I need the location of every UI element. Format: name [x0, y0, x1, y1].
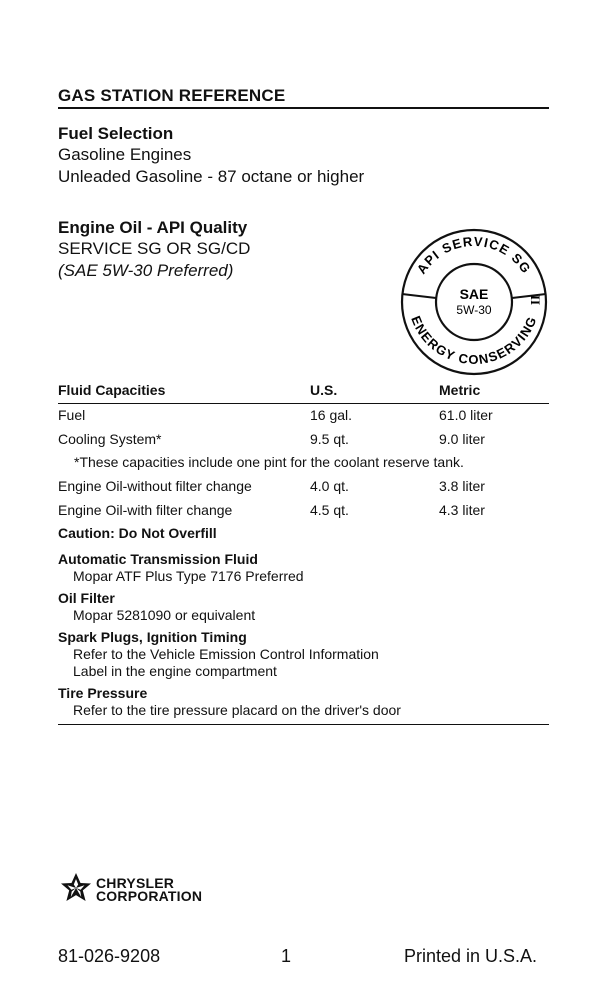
section-line: Refer to the tire pressure placard on the driver's door	[73, 702, 401, 719]
row-metric-value: 61.0 liter	[439, 407, 493, 423]
capacity-footnote: *These capacities include one pint for the coolant reserve tank.	[74, 454, 464, 471]
table-row	[58, 475, 549, 499]
table-header-row	[58, 382, 549, 402]
seal-center-sae: SAE	[459, 286, 489, 302]
logo-line-2: CORPORATION	[96, 887, 203, 904]
page-title: GAS STATION REFERENCE	[58, 86, 286, 105]
api-service-seal	[394, 222, 554, 382]
page-number: 1	[281, 946, 292, 966]
pentastar-icon	[60, 872, 92, 907]
row-us-value: 4.0 qt.	[310, 478, 349, 495]
row-us-value: 4.5 qt.	[310, 501, 349, 518]
row-us-value: 9.5 qt.	[310, 430, 349, 447]
col-header-fluid: Fluid Capacities	[58, 382, 166, 398]
engine-oil-title: Engine Oil - API Quality	[58, 218, 248, 237]
section-title: Spark Plugs, Ignition Timing	[58, 629, 247, 646]
row-fluid-name: Cooling System*	[58, 430, 162, 447]
fuel-selection-title: Fuel Selection	[58, 124, 174, 143]
fuel-line-engines: Gasoline Engines	[58, 145, 192, 164]
row-fluid-name: Fuel	[58, 407, 86, 423]
section-line: Label in the engine compartment	[73, 663, 277, 680]
transmission-fluid-section	[58, 551, 549, 585]
engine-oil-service: SERVICE SG OR SG/CD	[58, 239, 251, 258]
spark-plugs-section	[58, 629, 549, 680]
row-fluid-name: Engine Oil-with filter change	[58, 501, 233, 518]
row-metric-value: 3.8 liter	[439, 478, 485, 495]
engine-oil-section	[58, 218, 250, 282]
printed-in: Printed in U.S.A.	[404, 946, 538, 966]
seal-center-viscosity: 5W-30	[456, 303, 492, 317]
seal-top-text: API SERVICE SG	[413, 233, 535, 277]
fuel-line-octane: Unleaded Gasoline - 87 octane or higher	[58, 167, 365, 186]
logo-wordmark	[96, 874, 203, 904]
section-line: Refer to the Vehicle Emission Control Information	[73, 646, 379, 663]
oil-filter-section	[58, 590, 549, 624]
row-us-value: 16 gal.	[310, 407, 353, 423]
part-number: 81-026-9208	[58, 946, 161, 966]
seal-inner-ring	[436, 264, 512, 340]
tire-pressure-section	[58, 685, 549, 719]
section-title: Automatic Transmission Fluid	[58, 551, 258, 568]
bottom-divider	[58, 724, 549, 725]
chrysler-logo	[60, 872, 202, 907]
engine-oil-preferred: (SAE 5W-30 Preferred)	[58, 261, 234, 280]
col-header-us: U.S.	[310, 382, 338, 398]
col-header-metric: Metric	[439, 382, 481, 398]
section-line: Mopar ATF Plus Type 7176 Preferred	[73, 568, 304, 585]
api-seal-graphic	[394, 222, 554, 382]
overfill-caution: Caution: Do Not Overfill	[58, 525, 217, 542]
logo-line-1: CHRYSLER	[96, 874, 175, 891]
table-row	[58, 404, 549, 428]
row-metric-value: 4.3 liter	[439, 501, 485, 518]
fuel-selection-section	[58, 124, 364, 188]
row-metric-value: 9.0 liter	[439, 430, 485, 447]
section-title: Tire Pressure	[58, 685, 148, 702]
seal-right-numeral: II	[528, 294, 543, 306]
seal-bottom-text: ENERGY CONSERVING	[408, 313, 540, 367]
table-row	[58, 428, 549, 452]
section-line: Mopar 5281090 or equivalent	[73, 607, 256, 624]
section-title: Oil Filter	[58, 590, 115, 607]
table-row	[58, 499, 549, 523]
fluid-capacities-table	[58, 382, 549, 719]
row-fluid-name: Engine Oil-without filter change	[58, 478, 252, 495]
seal-divider-left	[402, 294, 436, 298]
header-divider	[58, 107, 549, 109]
